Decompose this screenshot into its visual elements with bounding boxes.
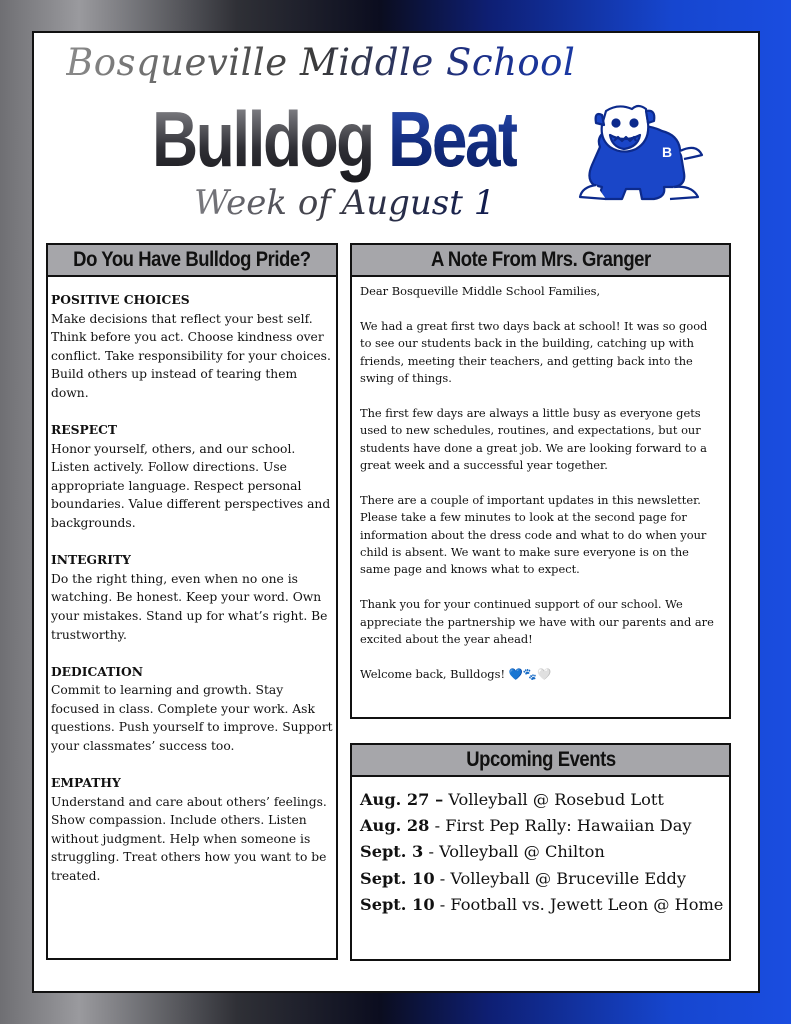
note-paragraph: Thank you for your continued support of our school. We appreciate the partnership we have with our parents and are excited about the year ahead! [360,597,714,647]
note-signoff: Welcome back, Bulldogs! 💙🐾🤍 [360,666,552,681]
pride-section-text: Understand and care about others’ feelings. Show compassion. Include others. Listen without judgment. Help when someone is struggling. Treat others how you want to be treated. [51,794,327,884]
pride-section-text: Honor yourself, others, and our school. Listen actively. Follow directions. Use appropriate language. Respect personal boundaries. Value different perspectives and backgrounds. [51,441,331,531]
event-desc: - Football vs. Jewett Leon @ Home [434,894,724,914]
events-list [352,777,729,918]
event-item [360,866,721,892]
event-desc: - Volleyball @ Chilton [423,842,605,862]
pride-section-title: DEDICATION [51,663,143,679]
event-date: Aug. 27 – [360,790,444,809]
event-item [360,813,721,839]
event-date: Sept. 10 [360,868,435,888]
pride-section-text: Commit to learning and growth. Stay focused in class. Complete your work. Ask questions. Push yourself to improve. Support your classmates’ success too. [51,683,333,753]
title-bulldog: Bulldog [152,95,373,183]
principal-note-box [350,243,731,719]
note-paragraph: There are a couple of important updates in this newsletter. Please take a few minutes to look at the second page for information about the dress code and what to do when your child is absent. We want to make sure everyone is on the same page and knows what to expect. [360,492,707,577]
event-date: Sept. 10 [360,894,435,914]
events-heading: Upcoming Events [352,745,729,777]
pride-section-text: Make decisions that reflect your best self. Think before you act. Choose kindness over conflict. Take responsibility for your choices. Build others up instead of tearing them down. [51,311,331,400]
note-paragraph: The first few days are always a little busy as everyone gets used to new schedules, routines, and expectations, but our students have done a great job. We are looking forward to a great week and a successful year together. [360,405,707,473]
event-item [360,892,724,918]
pride-section-integrity [51,551,333,644]
pride-section-dedication [51,663,333,756]
event-desc: - First Pep Rally: Hawaiian Day [429,816,692,836]
note-paragraph: We had a great first two days back at school! It was so good to see our students back in the building, catching up with friends, meeting their teachers, and getting back into the swing of things. [360,318,708,386]
pride-heading: Do You Have Bulldog Pride? [48,245,336,277]
bulldog-mascot-icon [566,101,710,205]
svg-text:B: B [662,144,673,160]
event-desc: Volleyball @ Rosebud Lott [443,790,664,809]
event-item [360,787,721,813]
newsletter-page [32,31,760,993]
pride-section-empathy [51,774,333,886]
pride-section-title: INTEGRITY [51,552,131,568]
event-date: Sept. 3 [360,842,424,862]
note-greeting: Dear Bosqueville Middle School Families, [360,284,601,298]
week-of: Week of August 17 [194,183,517,223]
pride-section-title: POSITIVE CHOICES [51,292,190,307]
event-desc: - Volleyball @ Bruceville Eddy [434,868,687,888]
pride-section-title: EMPATHY [51,775,121,791]
event-date: Aug. 28 [360,816,430,836]
note-heading: A Note From Mrs. Granger [352,245,729,277]
event-item [360,839,721,865]
pride-body [48,277,336,886]
pride-section-positive-choices [51,291,333,403]
newsletter-title [152,93,517,185]
pride-section-text: Do the right thing, even when no one is watching. Be honest. Keep your word. Own your mistakes. Stand up for what’s right. Be trustworthy. [51,571,328,642]
title-beat: Beat [388,95,517,183]
school-name: Bosqueville Middle School [66,41,626,84]
bulldog-pride-box [46,243,338,960]
pride-section-title: RESPECT [51,422,118,438]
upcoming-events-box [350,743,731,961]
pride-section-respect [51,421,333,533]
note-body [352,277,729,683]
